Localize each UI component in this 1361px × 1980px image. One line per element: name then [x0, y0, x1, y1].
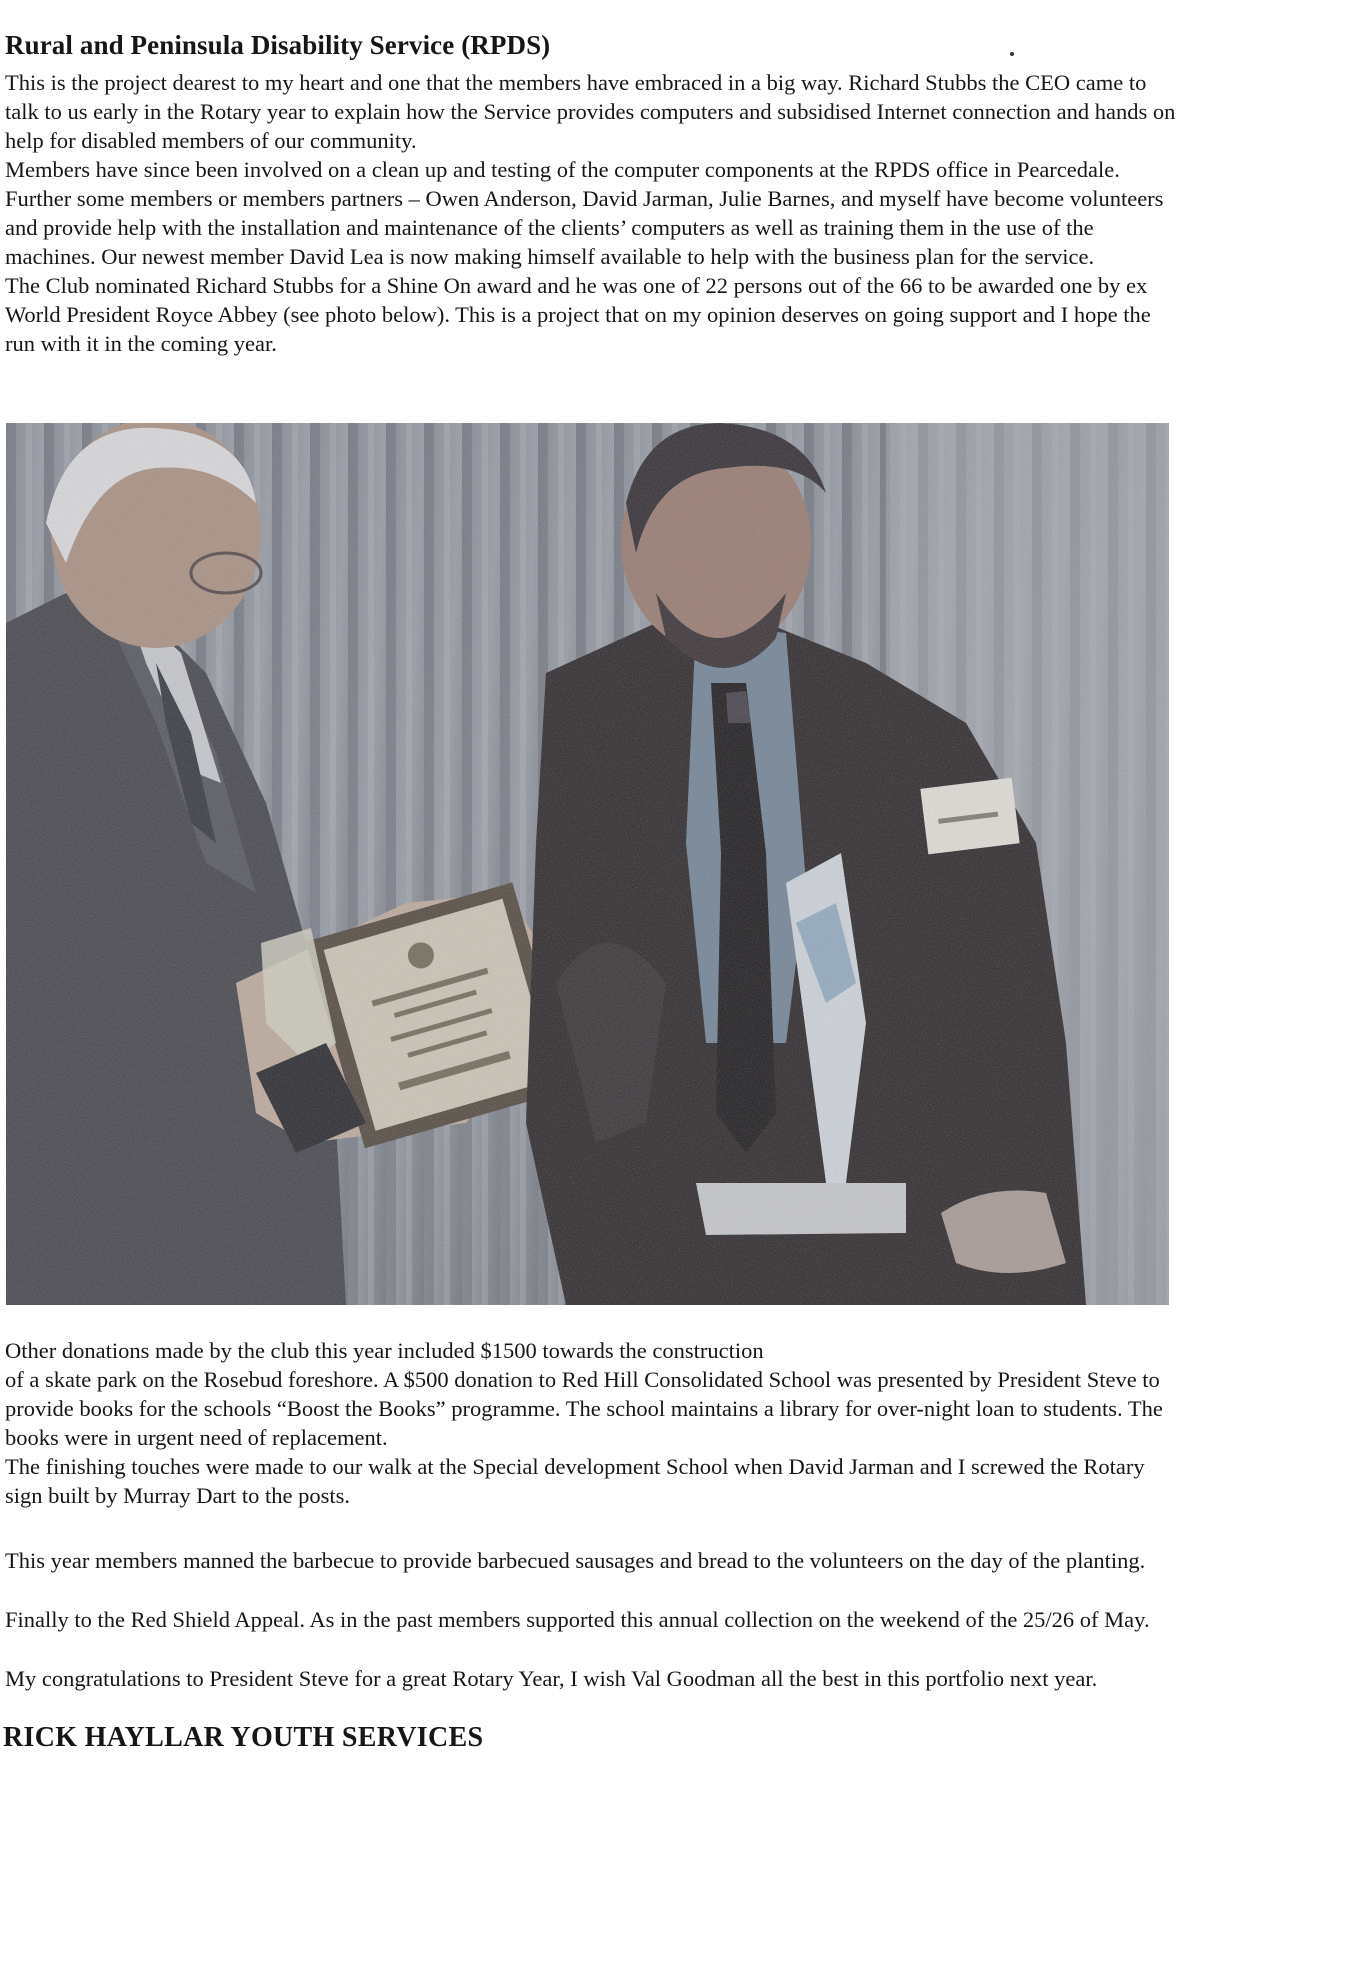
text-line: Further some members or members partners – Owen Anderson, David Jarman, Julie Barnes, and myself have become volunteers: [5, 186, 1164, 211]
text-line: provide books for the schools “Boost the Books” programme. The school maintains a library for over-night loan to students. The: [5, 1396, 1163, 1421]
text-line: of a skate park on the Rosebud foreshore. A $500 donation to Red Hill Consolidated School was presented by President Steve to: [5, 1367, 1160, 1392]
text-line: This year members manned the barbecue to provide barbecued sausages and bread to the volunteers on the day of the planting.: [5, 1548, 1146, 1573]
text-line: and provide help with the installation and maintenance of the clients’ computers as well as training them in the use of the: [5, 215, 1094, 240]
text-line: help for disabled members of our community.: [5, 128, 417, 153]
text-line: My congratulations to President Steve for a great Rotary Year, I wish Val Goodman all the best in this portfolio next year.: [5, 1666, 1098, 1691]
section-heading-rpds: Rural and Peninsula Disability Service (RPDS): [5, 30, 551, 60]
text-line: The finishing touches were made to our walk at the Special development School when David Jarman and I screwed the Rotary: [5, 1454, 1145, 1479]
text-line: Members have since been involved on a clean up and testing of the computer components at the RPDS office in Pearcedale.: [5, 157, 1120, 182]
award-presentation-photo: [6, 423, 1169, 1305]
text-line: Finally to the Red Shield Appeal. As in the past members supported this annual collection on the weekend of the 25/26 of May.: [5, 1607, 1150, 1632]
text-line: The Club nominated Richard Stubbs for a Shine On award and he was one of 22 persons out of the 66 to be awarded one by ex: [5, 273, 1148, 298]
text-line: sign built by Murray Dart to the posts.: [5, 1483, 350, 1508]
text-line: Other donations made by the club this year included $1500 towards the construction: [5, 1338, 764, 1363]
barbecue-paragraph: [5, 1546, 1357, 1575]
rpds-paragraph: [5, 68, 1357, 358]
text-line: This is the project dearest to my heart and one that the members have embraced in a big way. Richard Stubbs the CEO came to: [5, 70, 1147, 95]
text-line: machines. Our newest member David Lea is now making himself available to help with the business plan for the service.: [5, 244, 1095, 269]
finishing-touches-paragraph: [5, 1452, 1357, 1510]
donations-paragraph: [5, 1336, 1357, 1452]
red-shield-paragraph: [5, 1605, 1357, 1634]
scan-speck: [1010, 52, 1014, 56]
text-line: books were in urgent need of replacement.: [5, 1425, 388, 1450]
text-line: talk to us early in the Rotary year to explain how the Service provides computers and subsidised Internet connection and hands on: [5, 99, 1176, 124]
section-heading-youth-services: RICK HAYLLAR YOUTH SERVICES: [3, 1722, 484, 1753]
text-line: run with it in the coming year.: [5, 331, 277, 356]
text-line: World President Royce Abbey (see photo below). This is a project that on my opinion deserves on going support and I hope the: [5, 302, 1151, 327]
congratulations-paragraph: [5, 1664, 1357, 1693]
